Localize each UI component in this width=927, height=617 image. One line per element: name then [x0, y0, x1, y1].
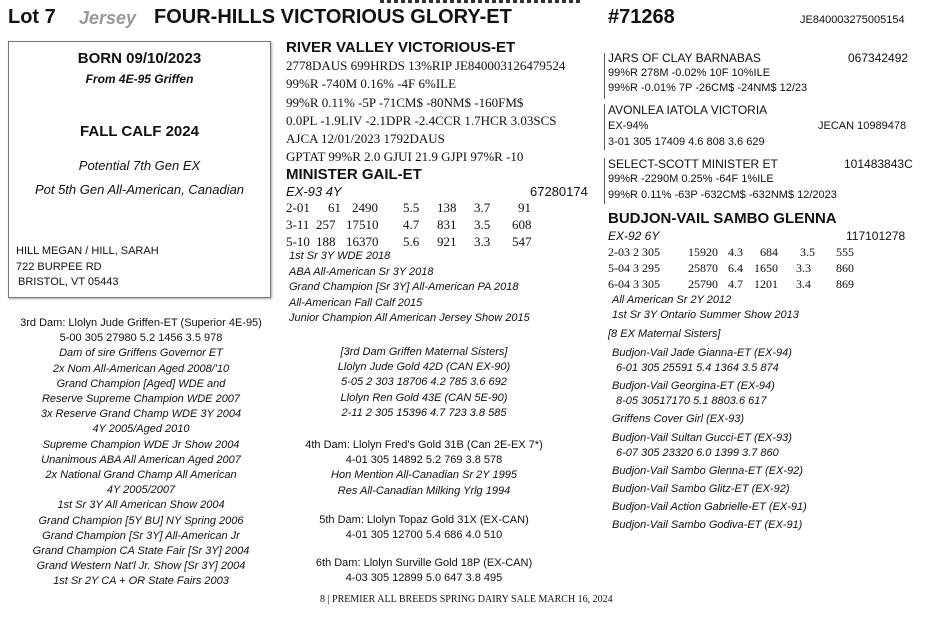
dam-reference: From 4E-95 Griffen	[85, 72, 194, 86]
record-cell: 547	[512, 234, 532, 249]
third-dam-line: Grand Western Nat'l Jr. Show [Sr 3Y] 2004	[36, 560, 246, 573]
third-dam-line: 1st Sr 2Y CA + OR State Fairs 2003	[53, 575, 229, 588]
dam-dam-records	[608, 245, 908, 293]
record-cell: 3.7	[474, 200, 491, 215]
fifth-dam-line: 5th Dam: Llolyn Topaz Gold 31X (EX-CAN)	[319, 514, 529, 526]
section-title: [3rd Dam Griffen Maternal Sisters]	[340, 346, 508, 358]
record-cell: 25790	[688, 277, 718, 291]
dam-record-row	[286, 217, 546, 234]
lot-number: Lot 7	[8, 6, 56, 28]
third-dam-line: Reserve Supreme Champion WDE 2007	[41, 393, 241, 406]
sister-name: Budjon-Vail Sambo Glitz-ET (EX-92)	[612, 483, 790, 495]
honor-line: 1st Sr 3Y Ontario Summer Show 2013	[612, 309, 799, 322]
dam-sire-proof: 99%R -2290M 0.25% -64F 1%ILE	[608, 173, 774, 185]
record-cell: 5.5	[403, 200, 420, 215]
record-cell: 3.3	[796, 261, 811, 275]
dam-record-row	[286, 200, 546, 217]
record-cell: 15920	[688, 245, 718, 259]
sister-name: Budjon-Vail Georgina-ET (EX-94)	[612, 380, 775, 392]
sister-line: 2-11 2 305 15396 4.7 723 3.8 585	[341, 406, 507, 419]
record-cell: 4.7	[728, 277, 743, 291]
fourth-dam-line: Hon Mention All-Canadian Sr 2Y 1995	[331, 469, 517, 482]
third-dam-section	[8, 316, 274, 590]
breed-label: Jersey	[79, 8, 137, 28]
record-cell: 2490	[352, 200, 378, 215]
fourth-dam-line: 4th Dam: Llolyn Fred's Gold 31B (Can 2E-EX 7*)	[305, 439, 543, 451]
record-cell: 17510	[346, 217, 379, 232]
honor-line: Grand Champion [Sr 3Y] All-American PA 2018	[289, 281, 519, 293]
sire-dam-record: 3-01 305 17409 4.6 808 3.6 629	[608, 136, 765, 148]
pedigree-bracket	[604, 104, 605, 150]
sire-sire-proof: 99%R -0.01% 7P -26CM$ -24NM$ 12/23	[608, 82, 808, 94]
animal-name: FOUR-HILLS VICTORIOUS GLORY-ET	[154, 6, 512, 28]
header-decoration	[380, 0, 580, 3]
honor-line: ABA All-American Sr 3Y 2018	[289, 265, 434, 278]
sire-proof	[286, 57, 565, 167]
page-footer: 8 | PREMIER ALL BREEDS SPRING DAIRY SALE MARCH 16, 2024	[320, 594, 613, 605]
dam-id: 67280174	[530, 184, 588, 199]
third-dam-line: Grand Champion [Aged] WDE and	[56, 377, 226, 390]
sister-line: 5-05 2 303 18706 4.2 785 3.6 692	[341, 376, 507, 389]
sister-record: 8-05 30517170 5.1 8803.6 617	[616, 395, 767, 407]
sister-name: Budjon-Vail Sambo Glenna-ET (EX-92)	[612, 465, 803, 477]
fifth-dam-line: 4-01 305 12700 5.4 686 4.0 510	[345, 529, 503, 542]
record-cell: 1201	[754, 277, 778, 291]
record-cell: 4.7	[403, 217, 420, 232]
honor-line: Junior Champion All American Jersey Show 2015	[289, 312, 530, 324]
record-cell: 684	[760, 245, 778, 259]
sire-sire-id: 067342492	[848, 51, 909, 65]
record-cell: 555	[836, 245, 854, 259]
sire-dam-score: EX-94%	[608, 120, 649, 132]
birth-date: BORN 09/10/2023	[77, 50, 202, 67]
record-cell: 3.5	[474, 217, 491, 232]
sister-name: Budjon-Vail Sambo Godiva-ET (EX-91)	[612, 519, 803, 531]
sire-proof-line: 2778DAUS 699HRDS 13%RIP JE840003126479524	[286, 58, 566, 73]
dam-dam-score: EX-92 6Y	[608, 229, 660, 243]
tattoo-number: #71268	[608, 6, 675, 28]
dam-dam-id: 117101278	[846, 229, 906, 243]
sixth-dam-line: 6th Dam: Llolyn Surville Gold 18P (EX-CAN)	[315, 557, 533, 569]
sister-line: Llolyn Jude Gold 42D (CAN EX-90)	[337, 361, 511, 374]
third-dam-line: Grand Champion [Sr 3Y] All-American Jr	[42, 529, 240, 542]
record-cell: 61	[328, 200, 341, 215]
third-dam-line: Grand Champion [5Y BU] NY Spring 2006	[38, 514, 244, 527]
registration-id: JE840003275005154	[800, 14, 905, 26]
sire-dam-name: AVONLEA IATOLA VICTORIA	[608, 103, 768, 117]
record-cell: 6-04 3 305	[608, 277, 660, 291]
owner-city: BRISTOL, VT 05443	[18, 276, 119, 288]
record-cell: 25870	[688, 261, 718, 275]
record-cell: 3.5	[800, 245, 815, 259]
honor-line: All American Sr 2Y 2012	[612, 294, 732, 306]
sister-record: 6-01 305 25591 5.4 1364 3.5 874	[616, 362, 779, 374]
record-cell: 6.4	[728, 261, 743, 275]
dam-sire-name: SELECT-SCOTT MINISTER ET	[608, 157, 778, 171]
info-box	[8, 41, 271, 298]
sister-name: Griffens Cover Girl (EX-93)	[612, 413, 745, 425]
sister-name: Budjon-Vail Jade Gianna-ET (EX-94)	[612, 347, 792, 359]
fifth-dam-section	[296, 513, 552, 543]
sire-proof-line: AJCA 12/01/2023 1792DAUS	[286, 131, 445, 147]
sire-name: RIVER VALLEY VICTORIOUS-ET	[286, 39, 516, 56]
sire-sire-name: JARS OF CLAY BARNABAS	[608, 51, 761, 65]
third-dam-line: Dam of sire Griffens Governor ET	[59, 347, 223, 360]
record-cell: 188	[316, 234, 336, 249]
record-row	[608, 245, 908, 261]
dam-sire-proof: 99%R 0.11% -63P -632CM$ -632NM$ 12/2023	[608, 189, 837, 201]
record-cell: 5.6	[403, 234, 420, 249]
sire-proof-line: 99%R 0.11% -5P -71CM$ -80NM$ -160FM$	[286, 94, 524, 110]
sixth-dam-line: 4-03 305 12899 5.0 647 3.8 495	[345, 572, 503, 585]
record-cell: 5-10	[286, 234, 310, 249]
record-cell: 2-03 2 305	[608, 245, 660, 259]
record-cell: 257	[316, 217, 336, 232]
third-dam-line: 2x Nom All-American Aged 2008/'10	[52, 362, 230, 375]
dam-score: EX-93 4Y	[286, 184, 342, 199]
pedigree-bracket	[604, 53, 605, 99]
sister-name: Budjon-Vail Action Gabrielle-ET (EX-91)	[612, 501, 807, 513]
third-dam-line: 4Y 2005/Aged 2010	[92, 423, 190, 436]
record-cell: 3-11	[286, 217, 310, 232]
record-cell: 3.3	[474, 234, 491, 249]
owner-name: HILL MEGAN / HILL, SARAH	[16, 245, 159, 257]
fourth-dam-section	[296, 438, 552, 499]
sire-proof-line: 0.0PL -1.9LIV -2.1DPR -2.4CCR 1.7HCR 3.03SCS	[286, 112, 557, 128]
show-class: FALL CALF 2024	[80, 123, 199, 140]
record-cell: 2-01	[286, 200, 310, 215]
potential-ex: Potential 7th Gen EX	[78, 158, 201, 173]
sister-line: Llolyn Ren Gold 43E (CAN 5E-90)	[340, 391, 508, 404]
record-cell: 921	[437, 234, 457, 249]
honor-line: All-American Fall Calf 2015	[289, 296, 423, 309]
record-cell: 1650	[754, 261, 778, 275]
record-row	[608, 261, 908, 277]
record-cell: 16370	[346, 234, 379, 249]
third-dam-line: 3x Reserve Grand Champ WDE 3Y 2004	[40, 408, 242, 421]
record-row	[608, 277, 908, 293]
third-dam-maternal-sisters	[296, 345, 552, 421]
dam-records	[286, 200, 546, 251]
third-dam-line: 4Y 2005/2007	[106, 484, 176, 497]
sire-proof-line: 99%R -740M 0.16% -4F 6%ILE	[286, 76, 457, 92]
dam-name: MINISTER GAIL-ET	[286, 166, 422, 183]
record-cell: 4.3	[728, 245, 743, 259]
sire-proof-line: GPTAT 99%R 2.0 GJUI 21.9 GJPI 97%R -10	[286, 149, 524, 165]
dam-honors	[289, 249, 530, 327]
dam-dam-honors	[612, 293, 799, 323]
sire-sire-proof: 99%R 278M -0.02% 10F 10%ILE	[608, 67, 771, 79]
record-cell: 869	[836, 277, 854, 291]
record-cell: 91	[518, 200, 531, 215]
sixth-dam-section	[296, 556, 552, 586]
third-dam-line: 5-00 305 27980 5.2 1456 3.5 978	[59, 332, 223, 345]
record-cell: 860	[836, 261, 854, 275]
record-cell: 3.4	[796, 277, 811, 291]
sister-name: Budjon-Vail Sultan Gucci-ET (EX-93)	[612, 432, 792, 444]
fourth-dam-line: 4-01 305 14892 5.2 769 3.8 578	[345, 454, 503, 467]
record-cell: 831	[437, 217, 457, 232]
pedigree-bracket	[604, 158, 605, 204]
third-dam-line: 3rd Dam: Llolyn Jude Griffen-ET (Superior 4E-95)	[20, 317, 262, 329]
dam-sire-id: 101483843C	[844, 157, 913, 171]
maternal-sisters-title: [8 EX Maternal Sisters]	[608, 328, 721, 340]
third-dam-line: Supreme Champion WDE Jr Show 2004	[42, 438, 240, 451]
record-cell: 5-04 3 295	[608, 261, 660, 275]
third-dam-line: Grand Champion CA State Fair [Sr 3Y] 2004	[32, 545, 250, 558]
third-dam-line: Unanimous ABA All American Aged 2007	[41, 453, 241, 466]
record-cell: 608	[512, 217, 532, 232]
third-dam-line: 1st Sr 3Y All American Show 2004	[57, 499, 225, 512]
sire-dam-id: JECAN 10989478	[818, 120, 907, 132]
fourth-dam-line: Res All-Canadian Milking Yrlg 1994	[337, 484, 511, 497]
honor-line: 1st Sr 3Y WDE 2018	[289, 250, 391, 262]
owner-street: 722 BURPEE RD	[16, 261, 102, 273]
sister-record: 6-07 305 23320 6.0 1399 3.7 860	[616, 447, 779, 459]
record-cell: 138	[437, 200, 457, 215]
third-dam-line: 2x National Grand Champ All American	[45, 469, 237, 482]
dam-dam-name: BUDJON-VAIL SAMBO GLENNA	[608, 210, 837, 227]
potential-all-american: Pot 5th Gen All-American, Canadian	[34, 182, 245, 197]
